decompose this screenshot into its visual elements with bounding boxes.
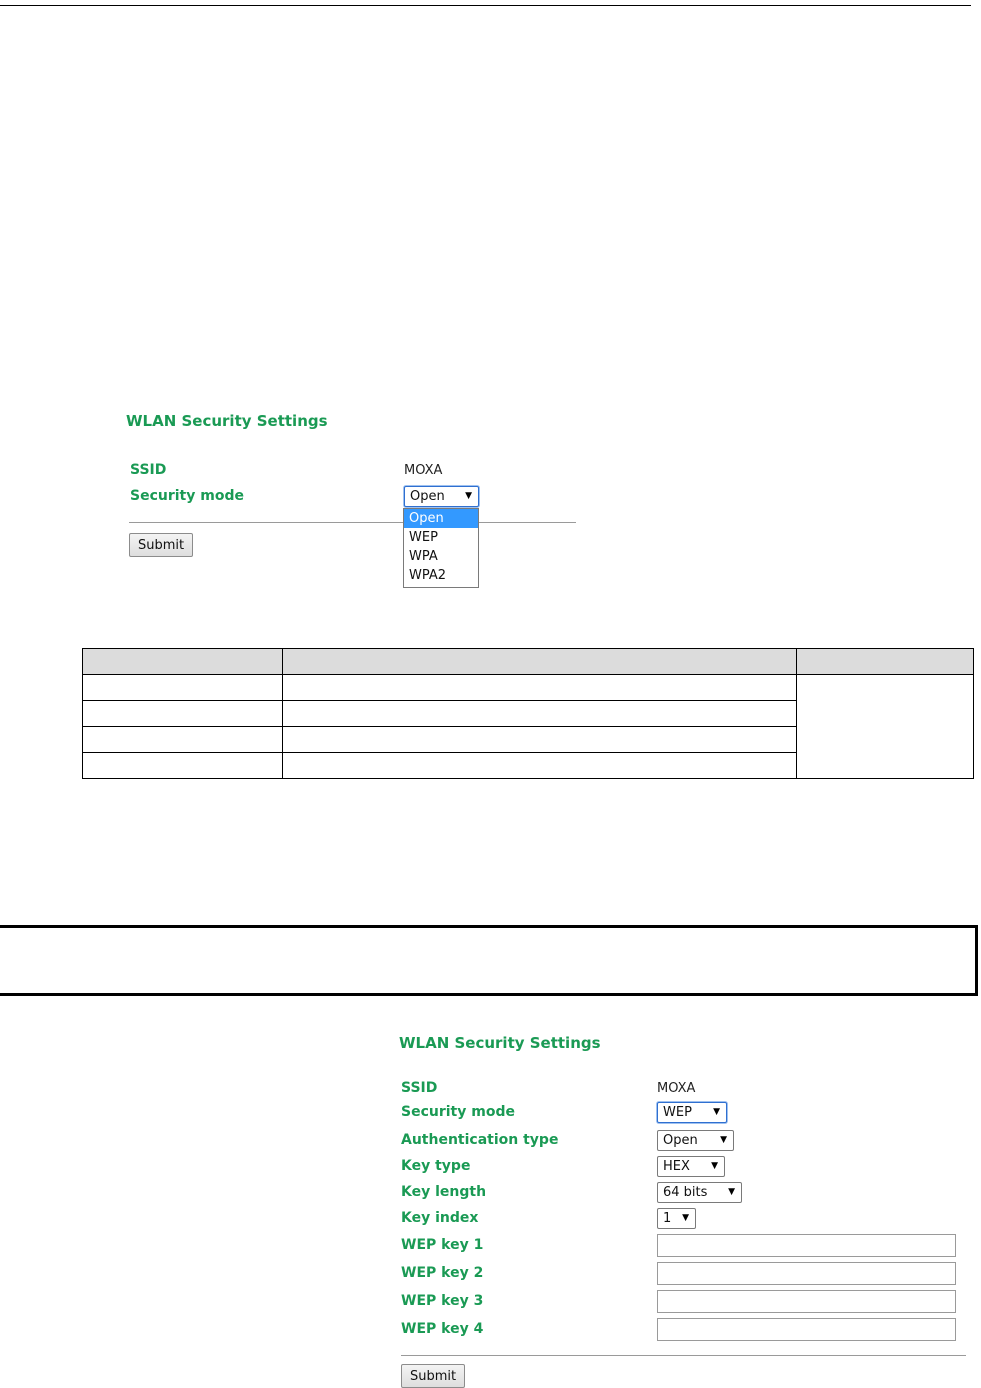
wep-key-2-input[interactable] xyxy=(657,1262,956,1285)
ssid-value: MOXA xyxy=(404,463,443,478)
table-cell xyxy=(83,753,283,779)
security-mode-select[interactable] xyxy=(657,1102,727,1123)
table-cell xyxy=(83,675,283,701)
ssid-label: SSID xyxy=(401,1080,438,1096)
key-length-label: Key length xyxy=(401,1184,487,1200)
chevron-down-icon: ▼ xyxy=(682,1213,689,1223)
ssid-label: SSID xyxy=(130,462,167,478)
key-type-selected-value: HEX xyxy=(663,1159,690,1174)
security-mode-label: Security mode xyxy=(130,488,244,504)
wep-key-4-input[interactable] xyxy=(657,1318,956,1341)
chevron-down-icon: ▼ xyxy=(711,1161,718,1171)
chevron-down-icon: ▼ xyxy=(713,1107,720,1117)
table-header-row xyxy=(83,649,974,675)
security-mode-selected-value: Open xyxy=(410,489,445,504)
chevron-down-icon: ▼ xyxy=(465,491,472,501)
security-mode-label: Security mode xyxy=(401,1104,515,1120)
table-header-cell xyxy=(797,649,974,675)
table-cell xyxy=(283,727,797,753)
wep-key-1-label: WEP key 1 xyxy=(401,1237,484,1253)
authentication-type-selected-value: Open xyxy=(663,1133,698,1148)
key-type-label: Key type xyxy=(401,1158,471,1174)
security-mode-select[interactable] xyxy=(404,486,479,507)
wep-key-1-input[interactable] xyxy=(657,1234,956,1257)
table-row xyxy=(83,675,974,701)
settings-table xyxy=(82,648,974,779)
table-header-cell xyxy=(283,649,797,675)
table-cell xyxy=(83,727,283,753)
table-header-cell xyxy=(83,649,283,675)
key-length-selected-value: 64 bits xyxy=(663,1185,708,1200)
authentication-type-label: Authentication type xyxy=(401,1132,559,1148)
key-length-select[interactable] xyxy=(657,1182,742,1203)
security-mode-option[interactable]: WPA2 xyxy=(409,568,447,583)
form-divider xyxy=(401,1355,966,1356)
wep-key-4-label: WEP key 4 xyxy=(401,1321,484,1337)
table-cell xyxy=(283,701,797,727)
security-mode-option[interactable]: WEP xyxy=(409,530,438,545)
table-cell xyxy=(83,701,283,727)
table-cell xyxy=(283,753,797,779)
key-index-selected-value: 1 xyxy=(663,1211,672,1226)
panel-title: WLAN Security Settings xyxy=(399,1034,601,1052)
security-mode-option[interactable]: WPA xyxy=(409,549,438,564)
table-cell-merged xyxy=(797,675,974,779)
note-box xyxy=(0,925,978,996)
wep-key-2-label: WEP key 2 xyxy=(401,1265,484,1281)
chevron-down-icon: ▼ xyxy=(720,1135,727,1145)
chevron-down-icon: ▼ xyxy=(728,1187,735,1197)
security-mode-selected-value: WEP xyxy=(663,1105,692,1120)
submit-button[interactable]: Submit xyxy=(401,1364,465,1388)
security-mode-dropdown-list xyxy=(403,508,479,588)
authentication-type-select[interactable] xyxy=(657,1130,734,1151)
security-mode-option[interactable]: Open xyxy=(404,509,478,528)
wep-key-3-input[interactable] xyxy=(657,1290,956,1313)
page-header-rule xyxy=(0,5,971,6)
wep-key-3-label: WEP key 3 xyxy=(401,1293,484,1309)
submit-button[interactable]: Submit xyxy=(129,533,193,557)
ssid-value: MOXA xyxy=(657,1081,696,1096)
table-cell xyxy=(283,675,797,701)
key-index-select[interactable] xyxy=(657,1208,696,1229)
key-index-label: Key index xyxy=(401,1210,479,1226)
panel-title: WLAN Security Settings xyxy=(126,412,328,430)
form-divider xyxy=(129,522,576,523)
key-type-select[interactable] xyxy=(657,1156,725,1177)
